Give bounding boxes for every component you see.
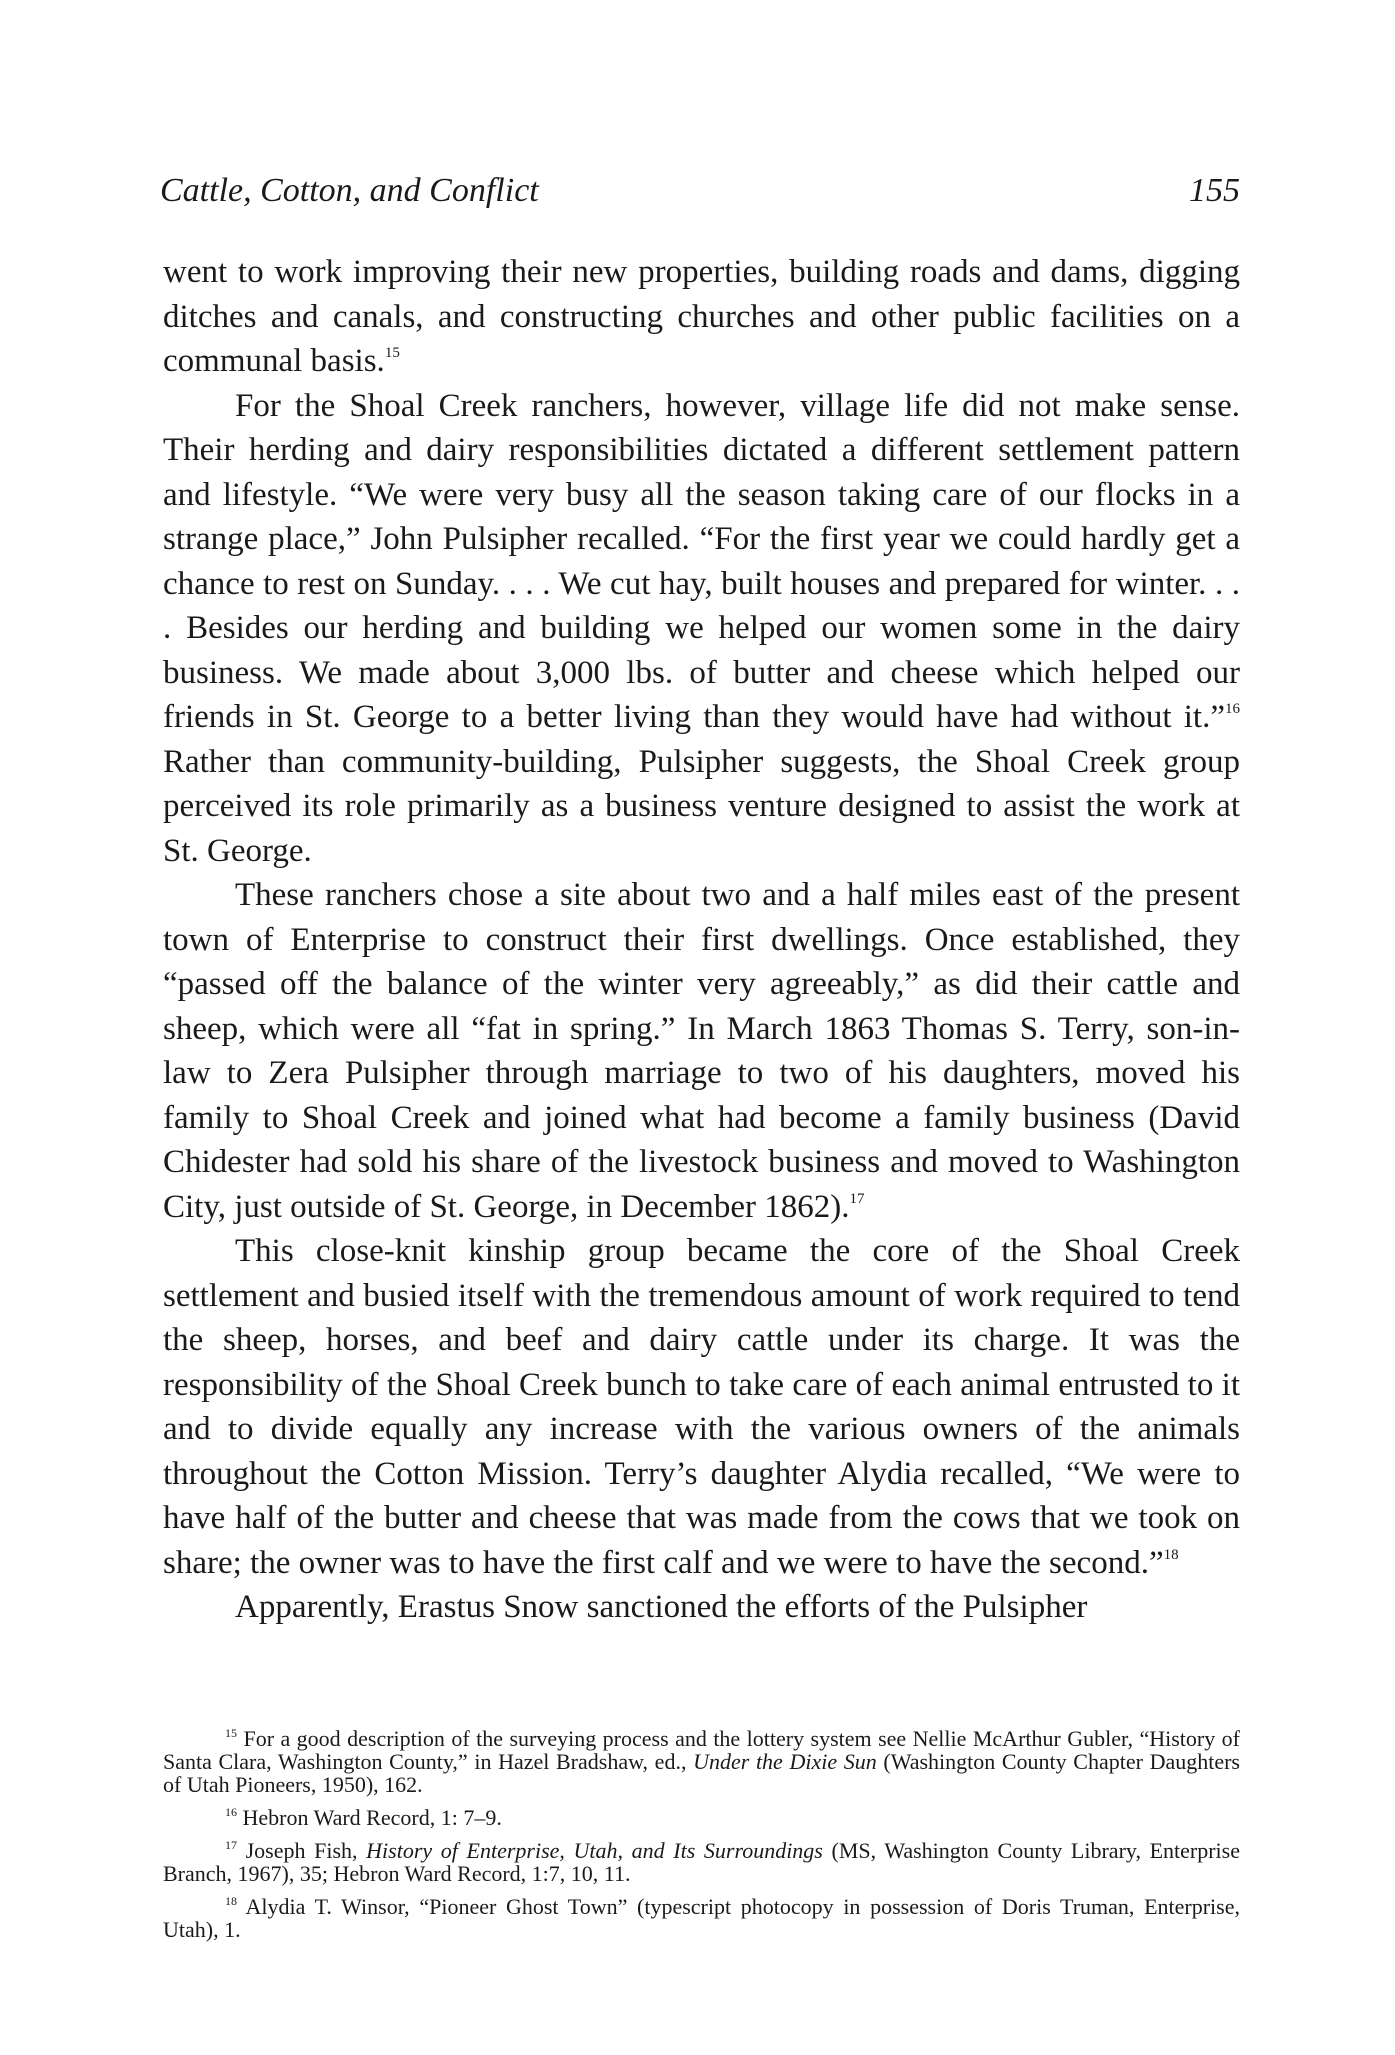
text-run: Alydia T. Winsor, “Pioneer Ghost Town” (typescript photocopy in possession of Doris Truman, Enterprise, Utah), 1. — [163, 1894, 1240, 1942]
text-run: (Washington County Chapter Daughters of Utah Pioneers, 1950), 162. — [163, 1749, 1240, 1797]
paragraph — [163, 873, 1240, 1229]
text-run: Rather than community-building, Pulsipher suggests, the Shoal Creek group perceived its role primarily as a business venture designed to assist the work at St. George. — [163, 743, 1240, 869]
italic-title: Under the Dixie Sun — [693, 1749, 877, 1774]
footnote-ref: 16 — [1225, 701, 1240, 717]
text-run: This close-knit kinship group became the core of the Shoal Creek settlement and busied itself with the tremendous amount of work required to tend the sheep, horses, and beef and dairy cattle under its charge. It was the responsibility of the Shoal Creek bunch to take care of each animal entrusted to it and to divide equally any increase with the various owners of the animals throughout the Cotton Mission. Terry’s daughter Alydia recalled, “We were to have half of the butter and cheese that was made from the cows that we took on share; the owner was to have the first calf and we were to have the second.” — [163, 1233, 1240, 1581]
footnote — [163, 1839, 1240, 1885]
text-run: Hebron Ward Record, 1: 7–9. — [242, 1805, 502, 1830]
footnote-ref: 15 — [384, 345, 400, 361]
footnote — [163, 1727, 1240, 1796]
footnote-ref: 18 — [1163, 1546, 1179, 1563]
footnote-number: 16 — [225, 1805, 237, 1819]
text-run: went to work improving their new properties, building roads and dams, digging ditches and canals, and constructing churches and other public facilities on a communal basis. — [163, 254, 1240, 379]
paragraph — [163, 1585, 1240, 1630]
text-run: These ranchers chose a site about two and a half miles east of the present town of Enterprise to construct their first dwellings. Once established, they “passed off the balance of the winter very agreeably,” as did their cattle and sheep, which were all “fat in spring.” In March 1863 Thomas S. Terry, son-in-law to Zera Pulsipher through marriage to two of his daughters, moved his family to Shoal Creek and joined what had become a family business (David Chidester had sold his share of the livestock business and moved to Washington City, just outside of St. George, in December 1862). — [163, 877, 1240, 1225]
paragraph — [163, 384, 1240, 874]
running-title: Cattle, Cotton, and Conflict — [160, 172, 539, 209]
text-run: Apparently, Erastus Snow sanctioned the efforts of the Pulsipher — [235, 1589, 1088, 1625]
footnote-number: 17 — [225, 1838, 237, 1852]
paragraph — [163, 1229, 1240, 1585]
footnote — [163, 1895, 1240, 1941]
footnote-number: 15 — [225, 1726, 237, 1740]
page-header — [160, 172, 1240, 222]
footnote-ref: 17 — [849, 1190, 865, 1207]
text-run: Joseph Fish, — [245, 1838, 367, 1863]
body-text — [163, 250, 1240, 1630]
italic-title: History of Enterprise, Utah, and Its Surroundings — [366, 1838, 823, 1863]
paragraph — [163, 250, 1240, 384]
text-run: For the Shoal Creek ranchers, however, village life did not make sense. Their herding and dairy responsibilities dictated a different settlement pattern and lifestyle. “We were very busy all the season taking care of our flocks in a strange place,” John Pulsipher recalled. “For the first year we could hardly get a chance to rest on Sunday. . . . We cut hay, built houses and prepared for winter. . . . Besides our herding and building we helped our women some in the dairy business. We made about 3,000 lbs. of butter and cheese which helped our friends in St. George to a better living than they would have had without it.” — [163, 387, 1240, 735]
footnotes — [163, 1727, 1240, 1951]
text-run: For a good description of the surveying process and the lottery system see Nellie McArthur Gubler, “History of Santa Clara, Washington County,” in Hazel Bradshaw, ed., — [163, 1726, 1240, 1774]
footnote — [163, 1806, 1240, 1829]
text-run: (MS, Washington County Library, Enterprise Branch, 1967), 35; Hebron Ward Record, 1:7, 10, 11. — [163, 1838, 1240, 1886]
footnote-number: 18 — [225, 1894, 237, 1908]
page-number: 155 — [1189, 172, 1240, 209]
